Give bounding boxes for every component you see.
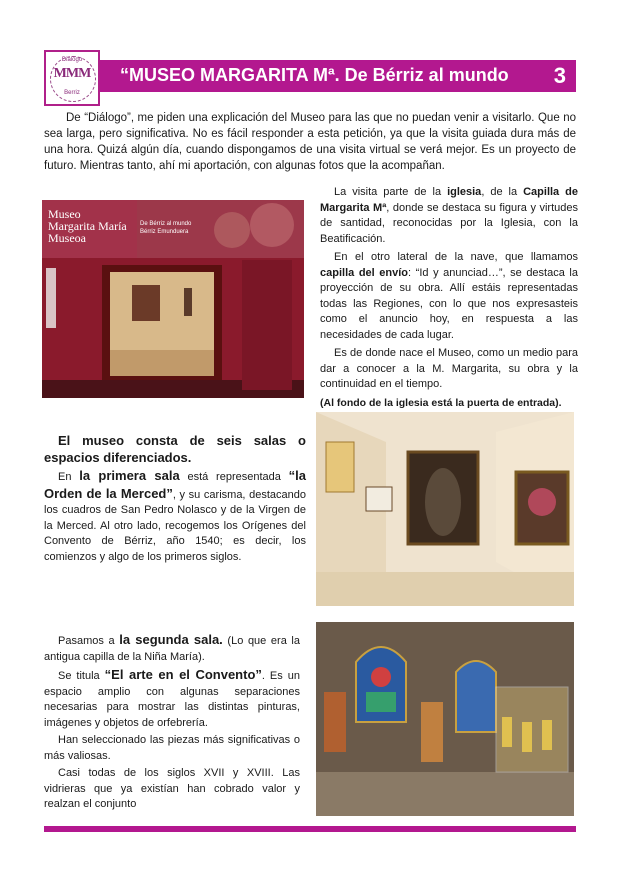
church-description [320,185,578,414]
museum-sign-line3: Museoa [48,231,86,245]
intro-paragraph: De “Diálogo”, me piden una explicación del Museo para las que no puedan venir a visitarlo. Que no sea larga, pero significativa. No es fácil responder a esta petición, ya que la visita guiada dura más de una hora. Quizá algún día, cuando dispongamos de una visita virtual se verá mejor. Es un proyecto de futuro. Mientras tanto, ahí mi aportación, con algunas fotos que la acompañan. [44,112,576,172]
magazine-logo [44,50,100,106]
term-orden-merced: “la Orden de la Merced” [44,468,306,501]
entrance-caption: (Al fondo de la iglesia está la puerta de entrada). [320,396,562,409]
term-segunda-sala: la segunda sala. [119,632,223,647]
header-bar [100,60,576,92]
church-paragraph [320,185,578,247]
second-hall-illustration [316,622,574,816]
museum-sign-line1: Museo [48,207,81,221]
centuries-paragraph: Casi todas de los siglos XVII y XVIII. Las vidrieras que ya existían han cobrado valor y realzan el conjunto [44,767,300,810]
footer-bar [44,826,576,832]
museum-origin-paragraph: Es de donde nace el Museo, como un medio para dar a conocer a la M. Margarita, su obra y la continuidad en el tiempo. [320,347,578,390]
text-run: Se titula [58,670,105,682]
text-run: : “Id y anunciad…”, se destaca la proyección de su obra. Allí estáis representadas todas las Regiones, con lo que nos expresasteis como el anuncio hoy, en respuesta a las necesidades de cada lugar. [320,266,578,341]
term-arte-convento: “El arte en el Convento” [104,667,262,682]
first-hall-paragraph [44,468,306,565]
art-convent-paragraph [44,667,300,731]
text-run: , de la [481,186,524,198]
logo-bottom-text: Berriz [64,90,80,96]
text-run: . Es un espacio amplio con algunas separaciones necesarias para mostrar las distintas pinturas, imágenes y objetos de orfebrería. [44,670,300,729]
envio-paragraph [320,250,578,343]
logo-top-text: Diálogo [61,57,83,63]
six-halls-heading: El museo consta de seis salas o espacios diferenciados. [44,433,306,465]
text-run: Pasamos a [58,635,120,647]
page-number: 3 [553,63,566,88]
second-hall-description [44,632,300,815]
museum-sign-line2: Margarita María [48,219,127,233]
term-primera-sala: la primera sala [79,468,180,483]
page-title: “MUSEO MARGARITA Mª. De Bérriz al mundo [120,65,509,85]
museum-sign-sub1: De Bérriz al mundo [140,221,192,227]
selected-pieces-paragraph: Han seleccionado las piezas más significativas o más valiosas. [44,734,300,762]
term-iglesia: iglesia [447,186,482,198]
text-run: La visita parte de la [334,186,448,198]
text-run: , donde se destaca su figura y virtudes de santidad, reconocidas por la Iglesia, con la Beatificación. [320,201,578,245]
first-hall-description [44,432,306,567]
logo-monogram: MMM [53,66,91,81]
text-run: (Lo que era la antigua capilla de la Niña María). [44,635,300,663]
text-run: En el otro lateral de la nave, que llamamos [334,251,578,263]
text-run: , y su carisma, destacando los cuadros de San Pedro Nolasco y de la Virgen de la Merced. Al otro lado, recogemos los Orígenes del Convento de Bérriz, año 1540; es decir, los comienzos y algo de los primeros siglos. [44,488,307,563]
second-hall-photo [316,622,574,816]
term-capilla-margarita: Capilla de Margarita Mª [320,186,578,214]
text-run: está representada [179,471,289,483]
museum-entrance-photo [42,200,304,398]
text-run: En [58,471,80,483]
first-hall-photo [316,412,574,606]
first-hall-illustration [316,412,574,606]
second-hall-intro [44,632,300,665]
museum-sign-sub2: Bérriz Emunduera [140,229,189,235]
term-capilla-envio: capilla del envío [320,266,409,279]
